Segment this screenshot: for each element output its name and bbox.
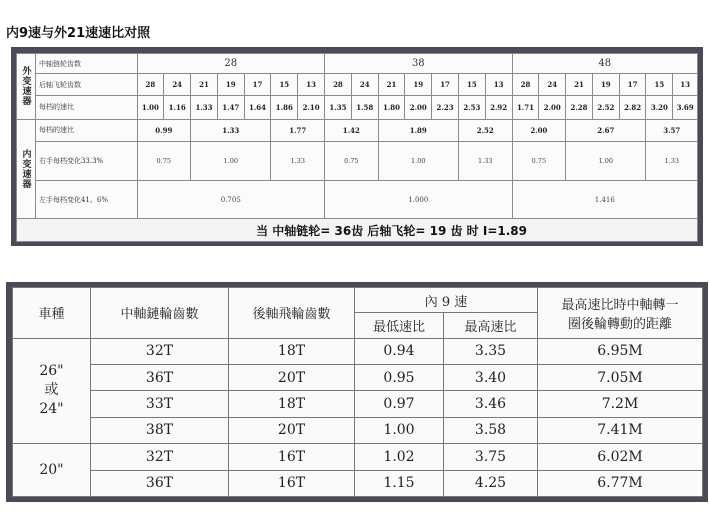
max-ratio-cell: 3.40 <box>444 365 538 391</box>
inner-ratio: 3.57 <box>646 119 698 142</box>
outer-ratio-cell: 2.53 <box>458 95 485 119</box>
chainring-cell: 32T <box>91 338 229 364</box>
car-type-line: 或 <box>44 382 59 399</box>
example-footnote: 当 中轴链轮= 36齿 后轴飞轮= 19 齿 时 I=1.89 <box>17 219 698 242</box>
rear-sprocket-cell: 19 <box>217 74 244 96</box>
rear-sprocket-cell: 17 <box>432 74 459 96</box>
min-ratio-cell: 0.95 <box>355 365 444 391</box>
left-hand-row-label: 左手每档变化41。6% <box>35 180 137 219</box>
outer-ratio-cell: 1.16 <box>164 95 191 119</box>
outer-ratio-row-label: 每档的速比 <box>35 95 137 119</box>
header-min-ratio: 最低速比 <box>355 313 444 338</box>
rear-sprocket-cell: 24 <box>351 74 378 96</box>
outer-ratio-cell: 2.00 <box>539 95 566 119</box>
rear-sprocket-cell: 28 <box>325 74 352 96</box>
right-hand-value: 0.75 <box>512 142 566 181</box>
right-hand-value: 1.00 <box>378 142 458 181</box>
distance-cell: 6.77M <box>538 470 703 496</box>
right-hand-value: 0.75 <box>137 142 191 181</box>
inner-ratio: 2.67 <box>566 119 646 142</box>
rear-sprocket-cell: 15 <box>646 74 673 96</box>
right-hand-value: 1.33 <box>646 142 698 181</box>
max-ratio-cell: 3.58 <box>444 417 538 443</box>
rear-sprocket-cell: 21 <box>378 74 405 96</box>
rear-cell: 18T <box>229 338 355 364</box>
outer-ratio-cell: 2.00 <box>405 95 432 119</box>
rear-sprocket-cell: 13 <box>298 74 325 96</box>
inner-ratio: 0.99 <box>137 119 191 142</box>
max-ratio-cell: 4.25 <box>444 470 538 496</box>
distance-table-frame <box>6 282 708 502</box>
rear-cell: 16T <box>229 470 355 496</box>
ratio-table-frame <box>11 47 703 246</box>
chainring-row-label: 中轴链轮齿数 <box>35 54 137 74</box>
right-hand-value: 1.33 <box>458 142 512 181</box>
outer-ratio-cell: 1.35 <box>325 95 352 119</box>
max-ratio-cell: 3.75 <box>444 444 538 470</box>
header-max-ratio: 最高速比 <box>444 313 538 338</box>
outer-derailleur-label: 外变速器 <box>17 54 36 120</box>
rear-cell: 18T <box>229 391 355 417</box>
rear-sprocket-cell: 17 <box>619 74 646 96</box>
header-distance-line2: 圈後輪轉動的距離 <box>568 316 673 332</box>
rear-sprocket-cell: 13 <box>673 74 698 96</box>
right-hand-row-label: 右手每档变化33.3% <box>35 142 137 181</box>
rear-sprocket-row-label: 后轴飞轮齿数 <box>35 74 137 96</box>
inner-ratio-row-label: 每档的速比 <box>35 119 137 142</box>
chainring-cell: 36T <box>91 470 229 496</box>
outer-ratio-cell: 3.69 <box>673 95 698 119</box>
rear-sprocket-cell: 28 <box>137 74 164 96</box>
outer-ratio-cell: 1.47 <box>217 95 244 119</box>
outer-ratio-cell: 2.92 <box>485 95 512 119</box>
rear-sprocket-cell: 21 <box>191 74 218 96</box>
rear-sprocket-cell: 15 <box>458 74 485 96</box>
left-hand-value: 0.705 <box>137 180 325 219</box>
outer-ratio-cell: 2.52 <box>592 95 619 119</box>
outer-ratio-cell: 1.71 <box>512 95 539 119</box>
min-ratio-cell: 0.97 <box>355 391 444 417</box>
max-ratio-cell: 3.46 <box>444 391 538 417</box>
chainring-38: 38 <box>325 54 513 74</box>
inner-ratio: 1.77 <box>271 119 325 142</box>
chainring-48: 48 <box>512 54 697 74</box>
header-car-type: 車種 <box>13 288 91 339</box>
rear-sprocket-cell: 13 <box>485 74 512 96</box>
rear-cell: 20T <box>229 417 355 443</box>
outer-ratio-cell: 1.64 <box>244 95 271 119</box>
ratio-comparison-table <box>16 53 698 242</box>
header-distance-line1: 最高速比時中軸轉一 <box>561 297 679 313</box>
left-hand-value: 1.416 <box>512 180 697 219</box>
inner-ratio: 2.00 <box>512 119 566 142</box>
car-type-20: 20" <box>13 444 91 497</box>
rear-sprocket-cell: 19 <box>592 74 619 96</box>
rear-sprocket-cell: 24 <box>164 74 191 96</box>
header-rear-teeth: 後軸飛輪齒數 <box>229 288 355 339</box>
outer-ratio-cell: 1.58 <box>351 95 378 119</box>
chainring-28: 28 <box>137 54 325 74</box>
outer-ratio-cell: 2.23 <box>432 95 459 119</box>
inner-ratio: 1.42 <box>325 119 379 142</box>
min-ratio-cell: 1.15 <box>355 470 444 496</box>
rear-sprocket-cell: 17 <box>244 74 271 96</box>
outer-ratio-cell: 1.33 <box>191 95 218 119</box>
min-ratio-cell: 0.94 <box>355 338 444 364</box>
chainring-cell: 38T <box>91 417 229 443</box>
rear-sprocket-cell: 28 <box>512 74 539 96</box>
hub-distance-table <box>12 287 703 497</box>
rear-cell: 16T <box>229 444 355 470</box>
car-type-26-24 <box>13 338 91 444</box>
chainring-cell: 33T <box>91 391 229 417</box>
chainring-cell: 32T <box>91 444 229 470</box>
rear-cell: 20T <box>229 365 355 391</box>
right-hand-value: 1.00 <box>566 142 646 181</box>
rear-sprocket-cell: 24 <box>539 74 566 96</box>
inner-hub-label: 内变速器 <box>17 119 36 219</box>
outer-ratio-cell: 1.00 <box>137 95 164 119</box>
distance-cell: 7.05M <box>538 365 703 391</box>
inner-ratio: 1.89 <box>378 119 458 142</box>
rear-sprocket-cell: 15 <box>271 74 298 96</box>
outer-ratio-cell: 3.20 <box>646 95 673 119</box>
rear-sprocket-cell: 21 <box>566 74 593 96</box>
car-type-line: 24" <box>39 401 64 418</box>
chainring-cell: 36T <box>91 365 229 391</box>
distance-cell: 7.41M <box>538 417 703 443</box>
outer-ratio-cell: 2.82 <box>619 95 646 119</box>
outer-ratio-cell: 2.28 <box>566 95 593 119</box>
car-type-line: 26" <box>39 363 64 380</box>
right-hand-value: 0.75 <box>325 142 379 181</box>
page-title: 内9速与外21速速比对照 <box>6 26 151 41</box>
distance-cell: 6.02M <box>538 444 703 470</box>
header-inner-9-speed: 內 9 速 <box>355 288 538 313</box>
header-distance <box>538 288 703 339</box>
header-chainring-teeth: 中軸鏈輪齒數 <box>91 288 229 339</box>
inner-ratio: 2.52 <box>458 119 512 142</box>
max-ratio-cell: 3.35 <box>444 338 538 364</box>
left-hand-value: 1.000 <box>325 180 513 219</box>
distance-cell: 6.95M <box>538 338 703 364</box>
outer-ratio-cell: 1.86 <box>271 95 298 119</box>
inner-ratio: 1.33 <box>191 119 271 142</box>
min-ratio-cell: 1.02 <box>355 444 444 470</box>
right-hand-value: 1.33 <box>271 142 325 181</box>
rear-sprocket-cell: 19 <box>405 74 432 96</box>
outer-ratio-cell: 2.10 <box>298 95 325 119</box>
right-hand-value: 1.00 <box>191 142 271 181</box>
outer-ratio-cell: 1.80 <box>378 95 405 119</box>
min-ratio-cell: 1.00 <box>355 417 444 443</box>
distance-cell: 7.2M <box>538 391 703 417</box>
